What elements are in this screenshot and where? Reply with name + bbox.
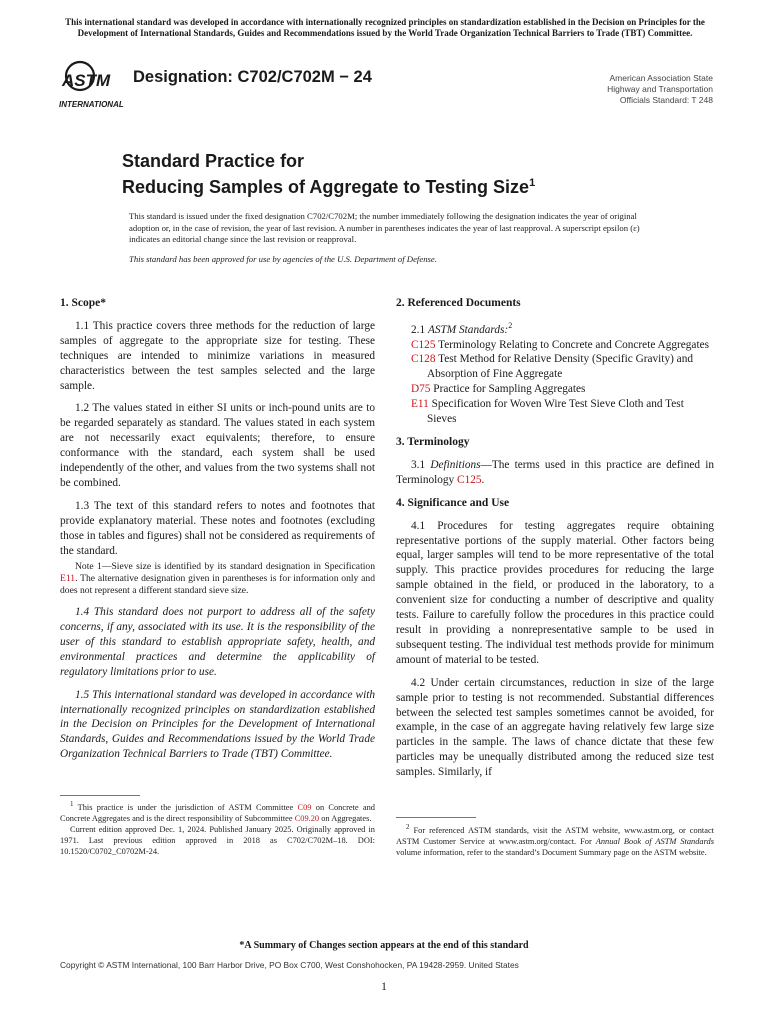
section-heading-terminology: 3. Terminology [396, 436, 470, 449]
link-c125[interactable]: C125 [411, 338, 436, 351]
section-heading-referenced: 2. Referenced Documents [396, 297, 521, 309]
footnote-1-text [60, 799, 375, 824]
copyright-line: Copyright © ASTM International, 100 Barr Harbor Drive, PO Box C700, West Conshohocken, PA 19428-2959. United States [60, 960, 519, 970]
footnote-text: For referenced ASTM standards, visit the ASTM website, www.astm.org, or contact ASTM Customer Service at www.astm.org/contact. For [396, 825, 714, 846]
link-e11[interactable]: E11 [60, 572, 76, 584]
list-item [396, 397, 714, 427]
footnote-text-end: on Aggregates. [319, 813, 372, 823]
dod-approval: This standard has been approved for use by agencies of the U.S. Department of Defense. [129, 254, 437, 264]
para-text: —The terms used in this practice are defined in Terminology [396, 458, 714, 486]
link-c09-20[interactable]: C09.20 [294, 813, 320, 823]
astm-logo [58, 55, 126, 109]
footnote-2 [396, 822, 714, 858]
issuance-statement: This standard is issued under the fixed designation C702/C702M; the number immediately following the designation indicates the year of original adoption or, in the case of revision, the year of last revision. A number in parentheses indicates the year of last reapproval. A superscript epsilon (ε) indicates an editorial change since the last revision or reapproval. [129, 211, 640, 244]
note-1-text: Note 1—Sieve size is identified by its standard designation in Specification [75, 560, 375, 572]
ref-sub-label: ASTM Standards: [427, 323, 509, 336]
title-line2-text: Reducing Samples of Aggregate to Testing Size [122, 177, 530, 197]
aashto-line: American Association State [609, 73, 713, 83]
para-1-3: 1.3 The text of this standard refers to notes and footnotes that provide explanatory material. These notes and footnotes (excluding those in tables and figures) shall not be considered as requirements of the standard. [60, 499, 375, 557]
definitions-label: Definitions [430, 458, 481, 471]
footnote-1 [60, 799, 375, 857]
title-line2 [122, 172, 535, 198]
ref-footnote-mark: 2 [508, 320, 513, 330]
para-text-end: . [481, 473, 485, 486]
footnote-mark: 1 [70, 800, 74, 808]
footnote-text-end: volume information, refer to the standard’s Document Summary page on the ASTM website. [396, 847, 707, 857]
logo-word: INTERNATIONAL [59, 100, 124, 109]
ref-title: Terminology Relating to Concrete and Concrete Aggregates [435, 338, 709, 351]
para-4-1: 4.1 Procedures for testing aggregates require obtaining representative portions of the supply material. Other factors being equal, larger samples will tend to be more representative of the total supply. This practice provides procedures for reducing the large sample obtained in the field, or produced in the laboratory, to a convenient size for conducting a number of descriptive and quality tests. Failure to carefully follow the procedures in this practice could result in providing a nonrepresentative sample to be used in subsequent testing. The individual test methods provide for minimum amount of material to be tested. [396, 519, 714, 666]
left-column [60, 296, 375, 770]
para-1-2: 1.2 The values stated in either SI units or inch-pound units are to be regarded separately as standard. The values stated in each system are not necessarily exact equivalents; therefore, to ensure conformance with the standard, each system shall be used independently of the other, and values from the two systems shall not be combined. [60, 402, 375, 489]
summary-of-changes-notice: *A Summary of Changes section appears at the end of this standard [239, 940, 529, 951]
tbt-notice: This international standard was developed in accordance with internationally recognized principles on standardization established in the Decision on Principles for the Development of International Standards, Guides and Recommendations issued by the World Trade Organization Technical Barriers to Trade (TBT) Committee. [65, 17, 705, 38]
aashto-line: Highway and Transportation [607, 84, 713, 94]
aashto-block [533, 73, 713, 106]
link-c09[interactable]: C09 [297, 802, 312, 812]
list-item [396, 352, 714, 382]
document-title [122, 150, 535, 198]
title-footnote-mark: 1 [529, 177, 536, 189]
para-3-1 [396, 458, 714, 488]
ref-sub-number: 2.1 [411, 323, 428, 336]
footnote-1-edition: Current edition approved Dec. 1, 2024. Published January 2025. Originally approved in 1971. Last previous edition approved in 2018 as C702/C702M–18. DOI: 10.1520/C0702_C0702M-24. [60, 824, 375, 856]
ref-title: Practice for Sampling Aggregates [430, 383, 586, 396]
footnote-text: This practice is under the jurisdiction of ASTM Committee [73, 802, 298, 812]
link-c128[interactable]: C128 [411, 353, 436, 366]
para-4-2: 4.2 Under certain circumstances, reduction in size of the large sample prior to testing is not recommended. Substantial differences between the selected test samples sometimes cannot be avoided, for example, in the case of an aggregate having relatively few large size particles in the sample. The laws of chance dictate that these few particles may be unequally distributed among the reduced size test samples. Similarly, if [396, 676, 714, 779]
list-item [396, 382, 714, 397]
aashto-line: Officials Standard: T 248 [619, 95, 713, 105]
footnote-mark: 2 [406, 823, 410, 831]
list-item [396, 338, 714, 353]
right-column [396, 296, 714, 788]
footnote-text-mid: on Concrete and Concrete Aggregates and is the direct responsibility of Subcommittee [60, 802, 375, 823]
footnote-rule [396, 817, 476, 818]
section-heading-scope: 1. Scope* [60, 297, 106, 309]
link-d75[interactable]: D75 [411, 383, 431, 396]
para-1-4: 1.4 This standard does not purport to address all of the safety concerns, if any, associated with its use. It is the responsibility of the user of this standard to establish appropriate safety, health, and environmental practices and determine the applicability of regulatory limitations prior to use. [60, 606, 375, 678]
note-1 [60, 561, 375, 598]
link-e11-ref[interactable]: E11 [411, 398, 429, 411]
reference-list [396, 319, 714, 427]
para-number: 3.1 [411, 458, 431, 471]
ref-title: Specification for Woven Wire Test Sieve Cloth and Test Sieves [427, 398, 684, 426]
annual-book-title: Annual Book of ASTM Standards [595, 836, 714, 846]
section-heading-significance: 4. Significance and Use [396, 496, 510, 509]
ref-subheading [396, 319, 714, 338]
page-number: 1 [381, 981, 387, 993]
designation: Designation: C702/C702M − 24 [133, 68, 372, 86]
title-line1: Standard Practice for [122, 151, 305, 171]
logo-letters: ASTM [62, 71, 111, 90]
ref-title: Test Method for Relative Density (Specific Gravity) and Absorption of Fine Aggregate [427, 353, 693, 381]
para-1-5: 1.5 This international standard was developed in accordance with internationally recognized principles on standardization established in the Decision on Principles for the Development of International Standards, Guides and Recommendations issued by the World Trade Organization Technical Barriers to Trade (TBT) Committee. [60, 688, 375, 761]
link-c125-term[interactable]: C125 [457, 473, 482, 486]
para-1-1: 1.1 This practice covers three methods for the reduction of large samples of aggregate to the appropriate size for testing. These techniques are intended to minimize variations in measured characteristics between the test samples selected and the large sample. [60, 319, 375, 392]
note-1-text-end: . The alternative designation given in parentheses is for information only and does not represent a different standard sieve size. [60, 572, 375, 596]
footnote-rule [60, 795, 140, 796]
